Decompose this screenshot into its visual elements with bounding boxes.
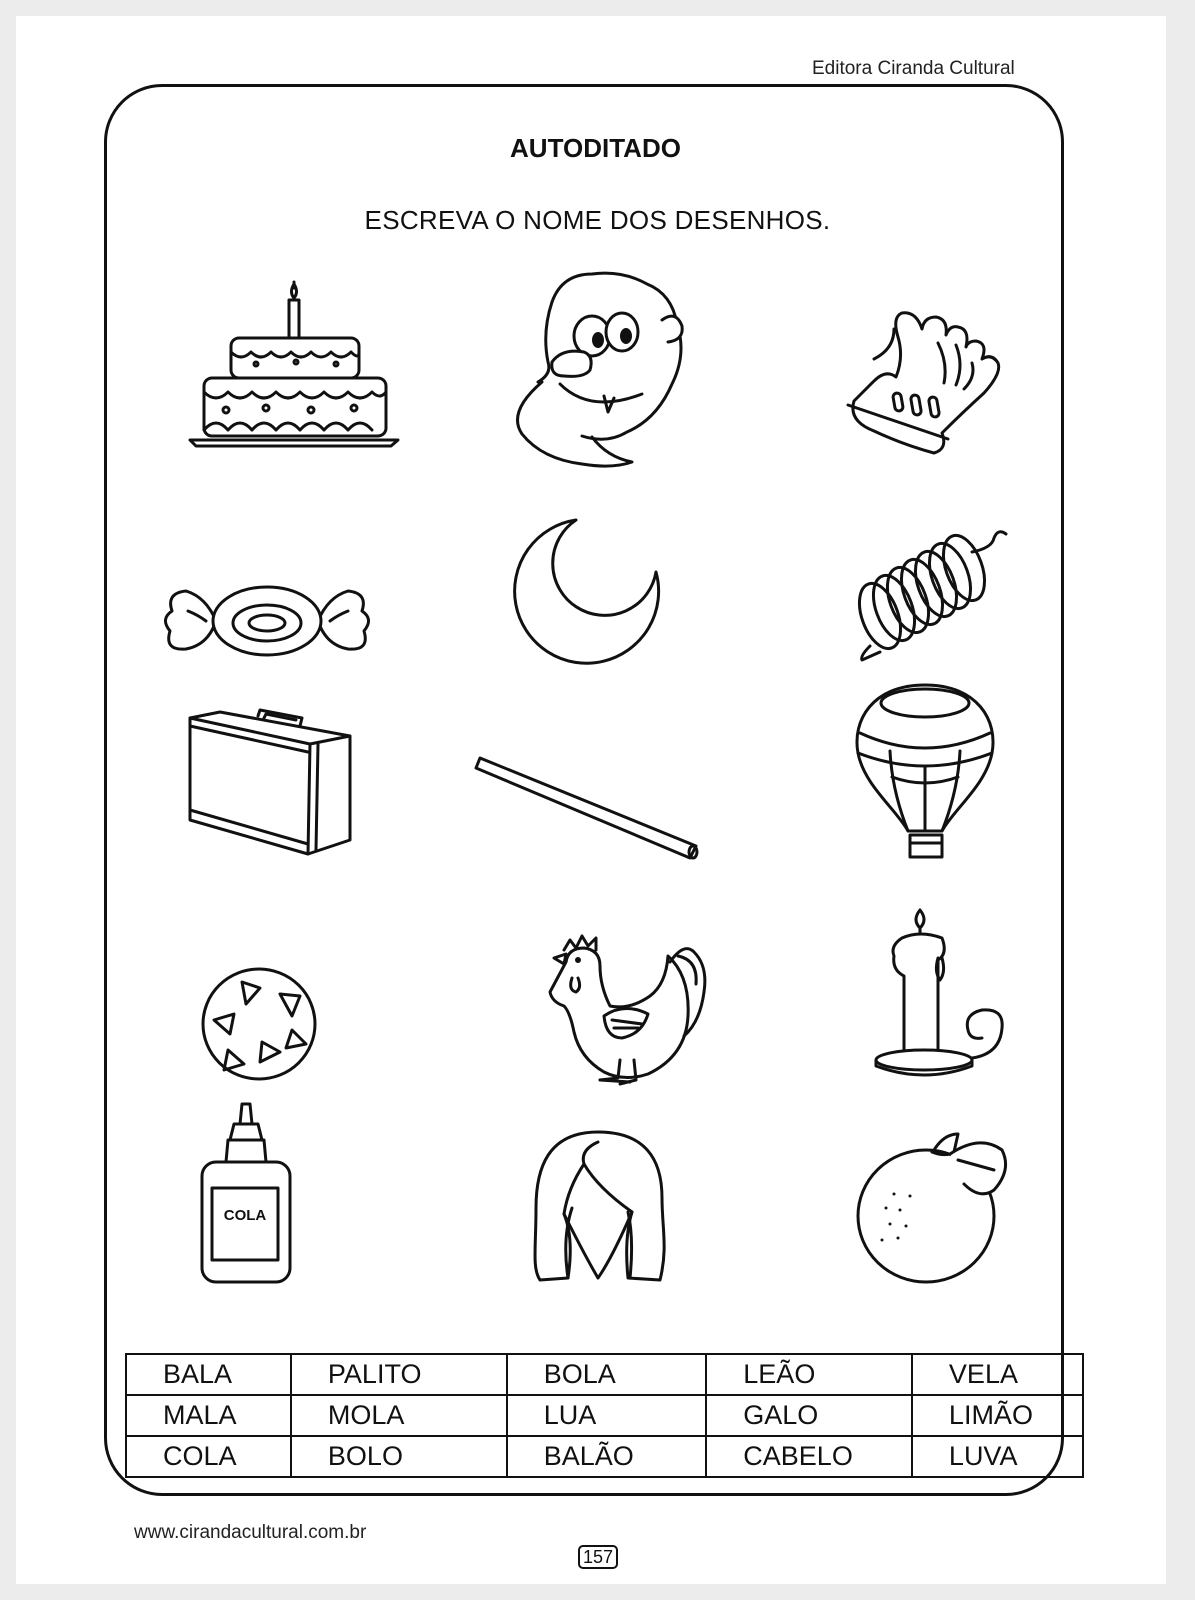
hair-icon: [528, 1128, 670, 1286]
website-url: www.cirandacultural.com.br: [134, 1522, 367, 1543]
word-cell: BOLA: [507, 1354, 707, 1395]
rooster-icon: [550, 928, 712, 1088]
suitcase-icon: [186, 708, 354, 856]
instruction-text: ESCREVA O NOME DOS DESENHOS.: [364, 205, 831, 235]
word-cell: BALÃO: [507, 1436, 707, 1477]
word-cell: LIMÃO: [912, 1395, 1083, 1436]
glove-icon: [846, 303, 1006, 455]
word-cell: VELA: [912, 1354, 1083, 1395]
word-bank-row: [126, 1395, 1083, 1436]
word-cell: COLA: [126, 1436, 291, 1477]
stick-icon: [474, 754, 702, 862]
glue-label: COLA: [223, 1207, 267, 1224]
word-cell: BALA: [126, 1354, 291, 1395]
word-cell: MOLA: [291, 1395, 507, 1436]
word-bank-row: [126, 1436, 1083, 1477]
word-bank-row: [126, 1354, 1083, 1395]
publisher-label: Editora Ciranda Cultural: [812, 58, 1015, 79]
word-cell: PALITO: [291, 1354, 507, 1395]
hot-air-balloon-icon: [852, 681, 998, 861]
word-cell: GALO: [706, 1395, 912, 1436]
ball-icon: [200, 966, 318, 1082]
word-cell: CABELO: [706, 1436, 912, 1477]
candy-icon: [166, 583, 370, 659]
page-title: AUTODITADO: [510, 133, 681, 163]
cake-icon: [186, 280, 406, 450]
lion-icon: [512, 272, 698, 468]
orange-fruit-icon: [854, 1130, 1014, 1286]
word-cell: MALA: [126, 1395, 291, 1436]
word-cell: LEÃO: [706, 1354, 912, 1395]
word-cell: LUVA: [912, 1436, 1083, 1477]
word-cell: BOLO: [291, 1436, 507, 1477]
spring-icon: [852, 528, 1010, 662]
candle-icon: [866, 908, 1008, 1078]
word-cell: LUA: [507, 1395, 707, 1436]
page-number: 157: [578, 1545, 618, 1569]
glue-bottle-icon: [198, 1102, 294, 1286]
word-bank-table: [125, 1353, 1084, 1478]
moon-icon: [516, 516, 662, 664]
